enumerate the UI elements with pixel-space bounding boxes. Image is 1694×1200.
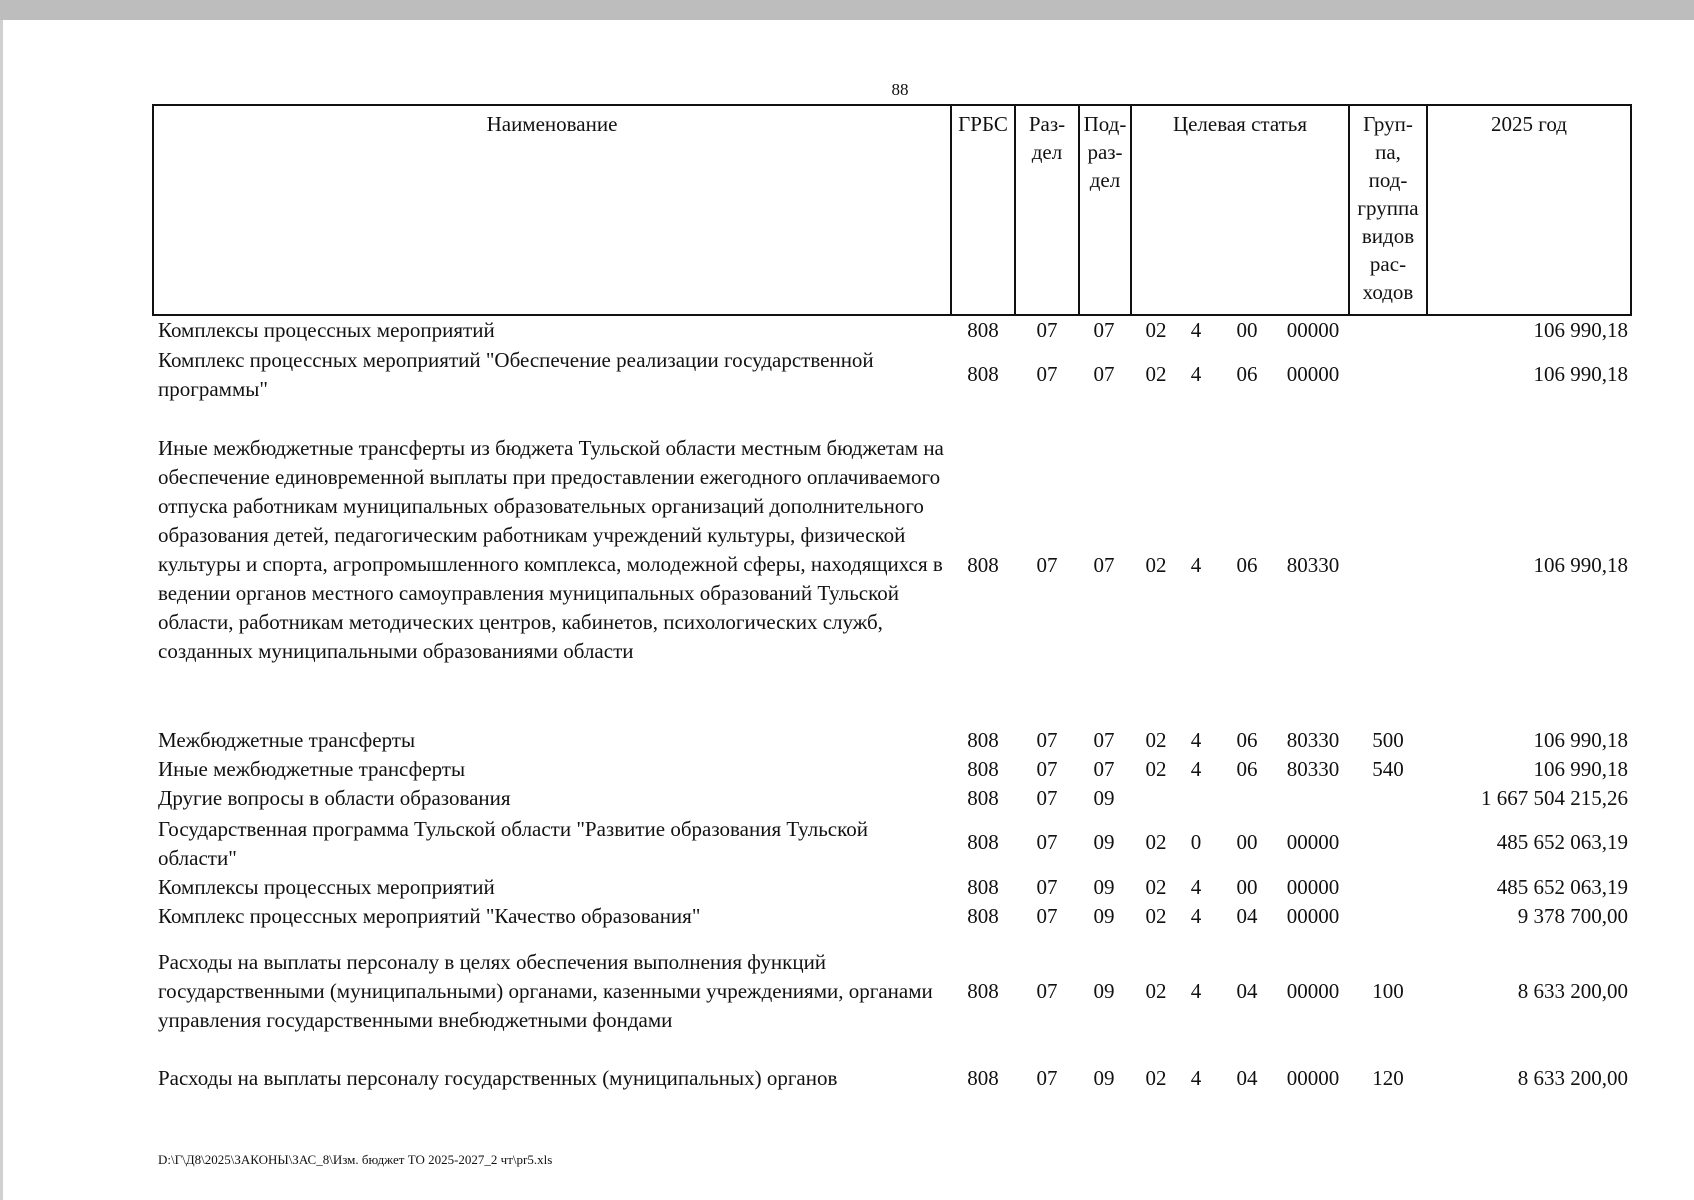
row-podrazdel: 07 — [1093, 362, 1115, 386]
row-name: Комплексы процессных мероприятий — [158, 875, 495, 899]
row-grbs: 808 — [967, 979, 999, 1003]
row-podrazdel: 07 — [1093, 728, 1115, 752]
row-razdel: 07 — [1036, 728, 1058, 752]
row-target-3: 06 — [1236, 553, 1258, 577]
row-target-2: 4 — [1190, 875, 1202, 899]
row-target-3: 00 — [1236, 318, 1258, 342]
row-value: 8 633 200,00 — [1517, 1066, 1628, 1090]
header-target: Целевая статья — [1131, 105, 1349, 315]
row-target-4: 00000 — [1286, 830, 1340, 854]
row-target-3: 04 — [1236, 1066, 1258, 1090]
row-target-4: 80330 — [1286, 757, 1340, 781]
row-name: Государственная программа Тульской области "Развитие образования Тульской области" — [158, 817, 868, 870]
row-grbs: 808 — [967, 786, 999, 810]
row-group: 540 — [1372, 757, 1404, 781]
row-value: 9 378 700,00 — [1517, 904, 1628, 928]
header-podrazdel: Под- раз- дел — [1079, 105, 1131, 315]
row-name: Комплексы процессных мероприятий — [158, 318, 495, 342]
row-target-4: 00000 — [1286, 904, 1340, 928]
row-target-2: 4 — [1190, 318, 1202, 342]
row-target-1: 02 — [1145, 728, 1167, 752]
row-target-4: 80330 — [1286, 553, 1340, 577]
row-grbs: 808 — [967, 553, 999, 577]
row-target-1: 02 — [1145, 830, 1167, 854]
row-target-2: 4 — [1190, 904, 1202, 928]
row-target-2: 4 — [1190, 362, 1202, 386]
row-grbs: 808 — [967, 362, 999, 386]
row-name: Иные межбюджетные трансферты из бюджета Тульской области местным бюджетам на обеспечение единовременной выплаты при предоставлении ежегодного оплачиваемого отпуска работникам муниципальных образовательных организаций дополнительного образования детей, педагогическим работникам учреждений культуры, физической культуры и спорта, агропромышленного комплекса, молодежной сферы, находящихся в ведении органов местного самоуправления муниципальных образований Тульской области, работникам методических центров, кабинетов, психологических служб, созданных муниципальными образованиями области — [158, 436, 944, 663]
row-target-2: 4 — [1190, 553, 1202, 577]
row-razdel: 07 — [1036, 830, 1058, 854]
row-name: Расходы на выплаты персоналу государственных (муниципальных) органов — [158, 1066, 838, 1090]
row-target-4: 80330 — [1286, 728, 1340, 752]
row-target-1: 02 — [1145, 757, 1167, 781]
row-name: Другие вопросы в области образования — [158, 786, 511, 810]
row-razdel: 07 — [1036, 553, 1058, 577]
row-value: 106 990,18 — [1533, 553, 1628, 577]
row-target-3: 00 — [1236, 875, 1258, 899]
row-name: Расходы на выплаты персоналу в целях обеспечения выполнения функций государственными (муниципальными) органами, казенными учреждениями, органами управления государственными внебюджетными фондами — [158, 950, 933, 1032]
row-target-2: 0 — [1190, 830, 1202, 854]
row-target-2: 4 — [1190, 1066, 1202, 1090]
row-razdel: 07 — [1036, 786, 1058, 810]
row-grbs: 808 — [967, 830, 999, 854]
row-target-1: 02 — [1145, 904, 1167, 928]
header-razdel: Раз- дел — [1015, 105, 1079, 315]
row-value: 1 667 504 215,26 — [1481, 786, 1628, 810]
row-target-4: 00000 — [1286, 362, 1340, 386]
row-target-2: 4 — [1190, 979, 1202, 1003]
row-target-1: 02 — [1145, 318, 1167, 342]
header-grbs: ГРБС — [951, 105, 1015, 315]
row-podrazdel: 09 — [1093, 904, 1115, 928]
page-number: 88 — [891, 80, 909, 99]
row-target-3: 06 — [1236, 362, 1258, 386]
row-grbs: 808 — [967, 757, 999, 781]
row-group: 100 — [1372, 979, 1404, 1003]
row-podrazdel: 09 — [1093, 1066, 1115, 1090]
row-target-2: 4 — [1190, 728, 1202, 752]
row-value: 106 990,18 — [1533, 728, 1628, 752]
row-target-1: 02 — [1145, 553, 1167, 577]
scan-border-top — [0, 0, 1694, 20]
row-name: Комплекс процессных мероприятий "Обеспечение реализации государственной программы" — [158, 348, 874, 401]
row-target-4: 00000 — [1286, 875, 1340, 899]
row-razdel: 07 — [1036, 318, 1058, 342]
header-name: Наименование — [153, 105, 951, 315]
row-razdel: 07 — [1036, 979, 1058, 1003]
row-name: Комплекс процессных мероприятий "Качество образования" — [158, 904, 701, 928]
row-podrazdel: 09 — [1093, 979, 1115, 1003]
row-target-4: 00000 — [1286, 1066, 1340, 1090]
row-grbs: 808 — [967, 904, 999, 928]
row-target-2: 4 — [1190, 757, 1202, 781]
row-razdel: 07 — [1036, 362, 1058, 386]
row-group: 500 — [1372, 728, 1404, 752]
row-grbs: 808 — [967, 875, 999, 899]
row-target-3: 06 — [1236, 728, 1258, 752]
row-group: 120 — [1372, 1066, 1404, 1090]
row-target-1: 02 — [1145, 1066, 1167, 1090]
row-value: 8 633 200,00 — [1517, 979, 1628, 1003]
row-razdel: 07 — [1036, 875, 1058, 899]
row-value: 485 652 063,19 — [1496, 830, 1628, 854]
row-razdel: 07 — [1036, 1066, 1058, 1090]
footer-file-path: D:\Г\Д8\2025\ЗАКОНЫ\ЗАС_8\Изм. бюджет ТО 2025-2027_2 чт\pr5.xls — [158, 1152, 553, 1167]
row-grbs: 808 — [967, 318, 999, 342]
header-year: 2025 год — [1427, 105, 1631, 315]
row-podrazdel: 09 — [1093, 830, 1115, 854]
row-target-1: 02 — [1145, 875, 1167, 899]
row-podrazdel: 07 — [1093, 757, 1115, 781]
row-value: 106 990,18 — [1533, 757, 1628, 781]
row-target-3: 04 — [1236, 979, 1258, 1003]
row-target-1: 02 — [1145, 362, 1167, 386]
header-group: Груп- па, под- группа видов рас- ходов — [1349, 105, 1427, 315]
row-name: Иные межбюджетные трансферты — [158, 757, 466, 781]
row-target-3: 00 — [1236, 830, 1258, 854]
row-razdel: 07 — [1036, 757, 1058, 781]
row-grbs: 808 — [967, 1066, 999, 1090]
table-header — [152, 104, 1632, 316]
row-value: 106 990,18 — [1533, 318, 1628, 342]
row-name: Межбюджетные трансферты — [158, 728, 416, 752]
row-podrazdel: 09 — [1093, 875, 1115, 899]
row-target-3: 04 — [1236, 904, 1258, 928]
row-grbs: 808 — [967, 728, 999, 752]
row-podrazdel: 09 — [1093, 786, 1115, 810]
row-target-4: 00000 — [1286, 318, 1340, 342]
row-target-3: 06 — [1236, 757, 1258, 781]
scan-border-left — [0, 20, 3, 1200]
row-target-4: 00000 — [1286, 979, 1340, 1003]
row-podrazdel: 07 — [1093, 553, 1115, 577]
row-podrazdel: 07 — [1093, 318, 1115, 342]
row-target-1: 02 — [1145, 979, 1167, 1003]
row-value: 106 990,18 — [1533, 362, 1628, 386]
row-value: 485 652 063,19 — [1496, 875, 1628, 899]
row-razdel: 07 — [1036, 904, 1058, 928]
